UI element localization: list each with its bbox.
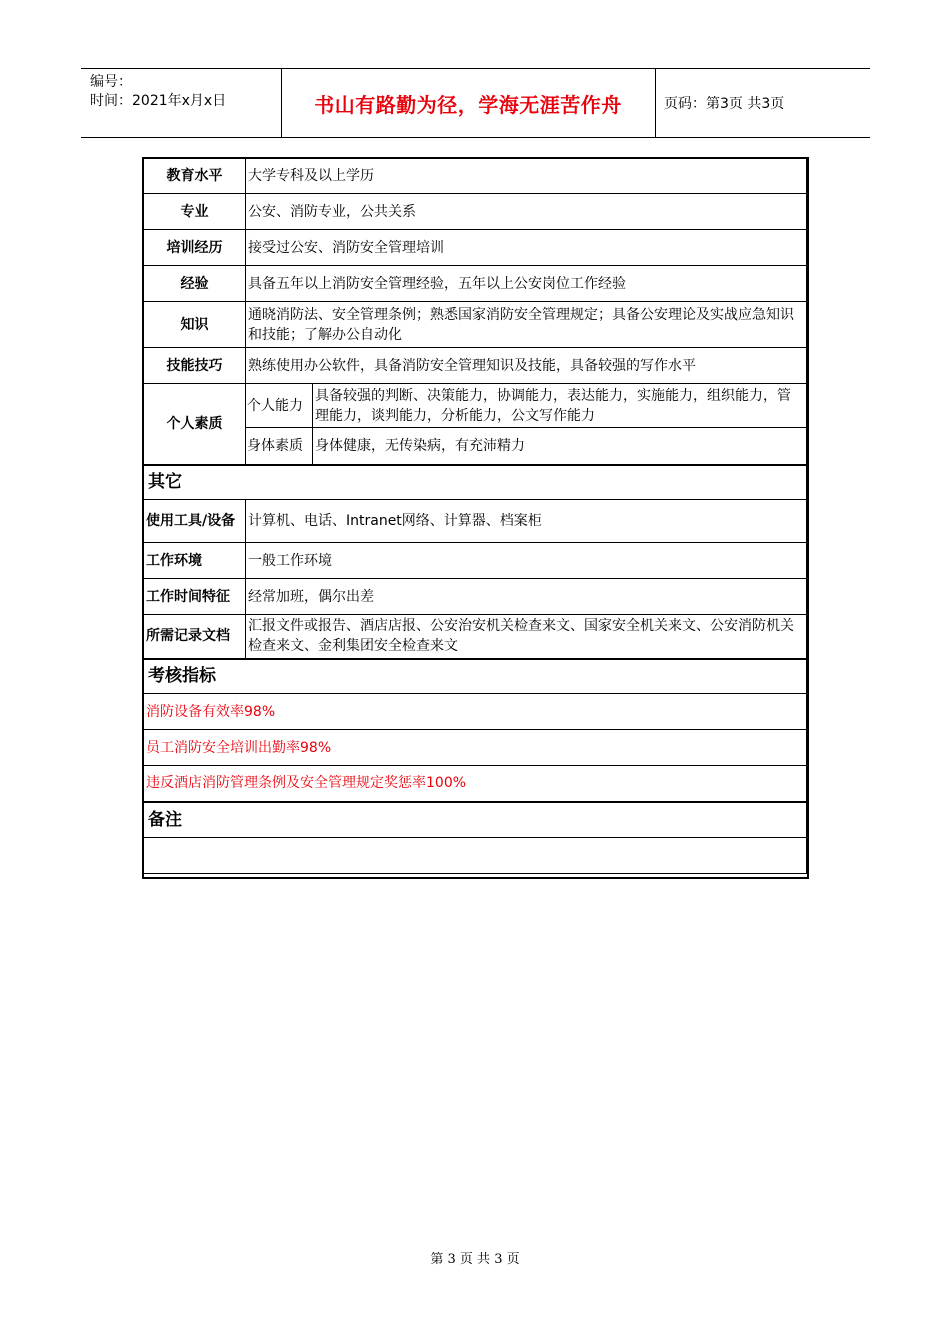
table-row — [144, 543, 807, 579]
section-header-remarks — [144, 802, 807, 838]
row-label: 个人素质 — [144, 384, 246, 465]
table-row — [144, 266, 807, 302]
header-motto: 书山有路勤为径，学海无涯苦作舟 — [314, 92, 622, 117]
kpi-item: 消防设备有效率98% — [144, 694, 807, 730]
remarks-content — [144, 838, 807, 874]
row-label: 教育水平 — [144, 158, 246, 194]
page-header — [81, 68, 870, 138]
row-label: 经验 — [144, 266, 246, 302]
table-row — [144, 384, 807, 428]
page-footer: 第 3 页 共 3 页 — [430, 1252, 520, 1267]
table-row — [144, 694, 807, 730]
section-header-other — [144, 465, 807, 500]
row-label: 使用工具/设备 — [144, 500, 246, 543]
row-label: 工作时间特征 — [144, 579, 246, 615]
section-title: 备注 — [144, 802, 807, 838]
row-label: 专业 — [144, 194, 246, 230]
row-value: 身体健康，无传染病，有充沛精力 — [313, 428, 807, 465]
section-title: 其它 — [144, 465, 807, 500]
row-value: 大学专科及以上学历 — [246, 158, 807, 194]
header-left — [90, 73, 226, 111]
row-value: 经常加班，偶尔出差 — [246, 579, 807, 615]
table-row — [144, 158, 807, 194]
row-label: 培训经历 — [144, 230, 246, 266]
kpi-item: 员工消防安全培训出勤率98% — [144, 730, 807, 766]
sub-label: 身体素质 — [246, 428, 313, 465]
table-row — [144, 348, 807, 384]
row-value: 接受过公安、消防安全管理培训 — [246, 230, 807, 266]
table-row — [144, 230, 807, 266]
row-value: 具备五年以上消防安全管理经验，五年以上公安岗位工作经验 — [246, 266, 807, 302]
row-label: 所需记录文档 — [144, 615, 246, 659]
section-header-kpi — [144, 659, 807, 694]
document-number-label: 编号： — [90, 74, 132, 90]
sub-label: 个人能力 — [246, 384, 313, 428]
document-time-label: 时间：2021年x月x日 — [90, 93, 227, 109]
table-row — [144, 766, 807, 802]
row-value: 公安、消防专业，公共关系 — [246, 194, 807, 230]
section-title: 考核指标 — [144, 659, 807, 694]
kpi-item: 违反酒店消防管理条例及安全管理规定奖惩率100% — [144, 766, 807, 802]
table-row — [144, 302, 807, 348]
job-spec-table — [143, 157, 807, 874]
table-row — [144, 500, 807, 543]
table-row — [144, 194, 807, 230]
row-value: 熟练使用办公软件，具备消防安全管理知识及技能，具备较强的写作水平 — [246, 348, 807, 384]
row-value: 一般工作环境 — [246, 543, 807, 579]
header-divider — [655, 69, 656, 137]
row-value: 具备较强的判断、决策能力，协调能力，表达能力，实施能力，组织能力，管理能力，谈判能力，分析能力，公文写作能力 — [313, 384, 807, 428]
table-row — [144, 579, 807, 615]
row-label: 工作环境 — [144, 543, 246, 579]
table-row — [144, 615, 807, 659]
table-row — [144, 838, 807, 874]
row-value: 通晓消防法、安全管理条例；熟悉国家消防安全管理规定；具备公安理论及实战应急知识和技能；了解办公自动化 — [246, 302, 807, 348]
row-label: 知识 — [144, 302, 246, 348]
row-value: 计算机、电话、Intranet网络、计算器、档案柜 — [246, 500, 807, 543]
row-label: 技能技巧 — [144, 348, 246, 384]
header-page-info: 页码：第3页 共3页 — [664, 96, 785, 112]
table-row — [144, 730, 807, 766]
row-value: 汇报文件或报告、酒店店报、公安治安机关检查来文、国家安全机关来文、公安消防机关检查来文、金利集团安全检查来文 — [246, 615, 807, 659]
